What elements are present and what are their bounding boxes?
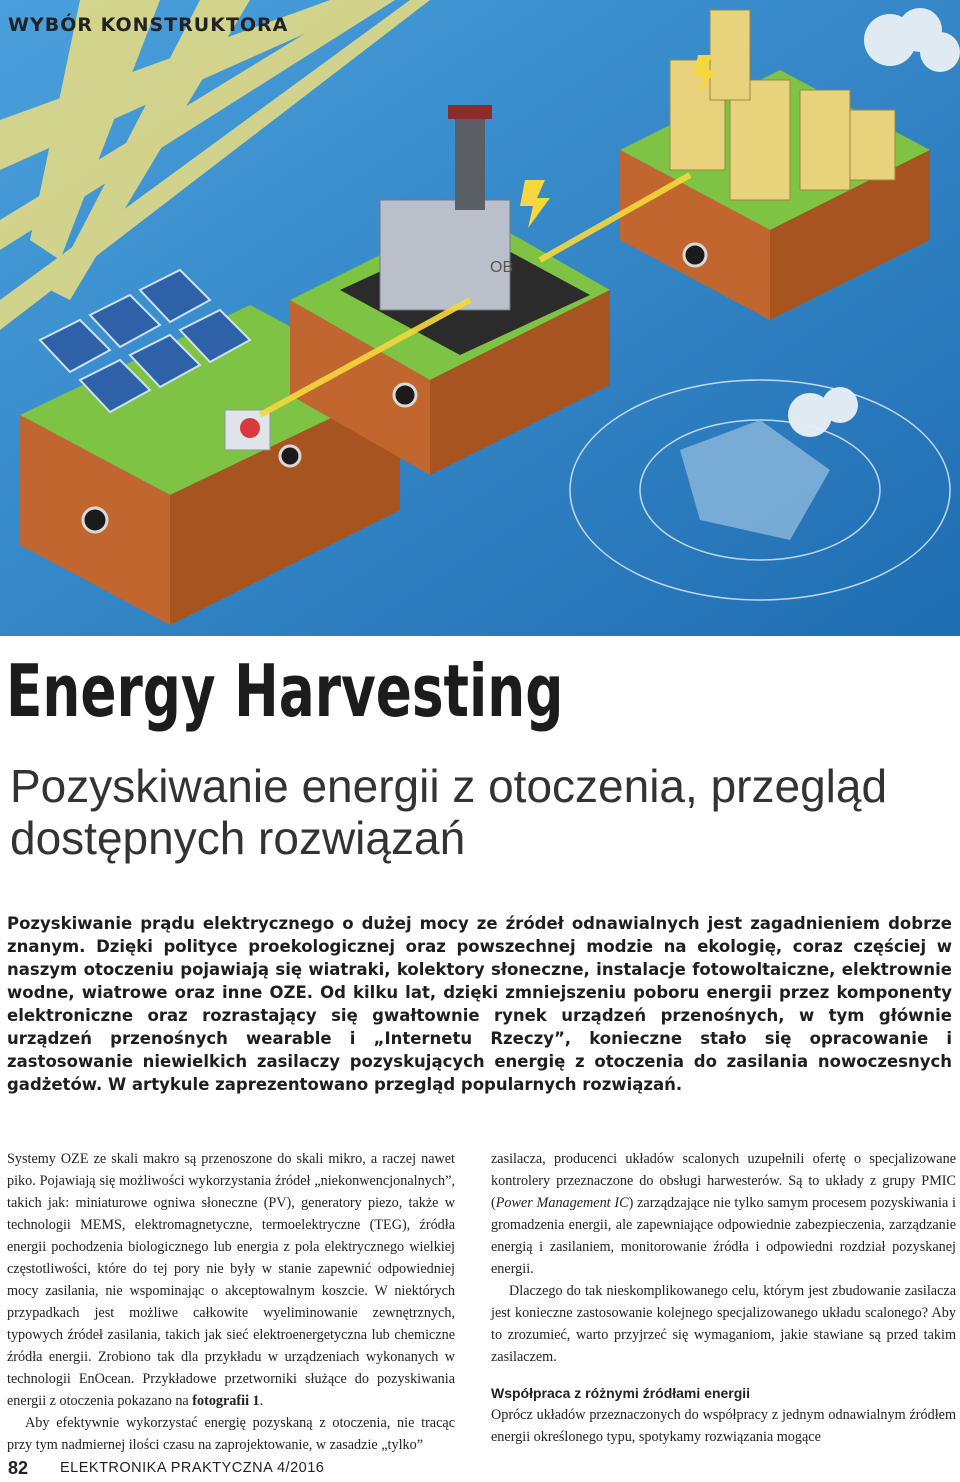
section-label: WYBÓR KONSTRUKTORA [8,14,289,36]
article-lead: Pozyskiwanie prądu elektrycznego o dużej mocy ze źródeł odnawialnych jest zagadnieniem dobrze znanym. Dzięki polityce proekologicznej oraz powszechnej modzie na ekologię, coraz częściej w naszym otoczeniu pojawiają się wiatraki, kolektory słoneczne, instalacje fotowoltaiczne, elektrownie wodne, wiatrowe oraz inne OZE. Od kilku lat, dzięki zmniejszeniu poboru energii przez komponenty elektroniczne oraz rozrastający się gwałtownie rynek urządzeń przenośnych, w tym głównie urządzeń przenośnych wearable i „Internetu Rzeczy”, konieczne stało się opracowanie i zastosowanie niewielkich zasilaczy pozyskujących energię z otoczenia do zasilania nowoczesnych gadżetów. W artykule zaprezentowano przegląd popularnych rozwiązań. [7,914,952,1094]
publication-name: ELEKTRONIKA PRAKTYCZNA 4/2016 [60,1460,325,1476]
station-label: OB [490,259,514,276]
body-paragraph: zasilacza, producenci układów scalonych uzupełnili ofertę o specjalizowane kontrolery przeznaczone do obsługi harwesterów. Są to układy z grupy PMIC (Power Management IC) zarządzające nie tylko samym procesem pozyskiwania i gromadzenia energii, ale zapewniające odpowiednie zabezpieczenia, zarządzanie energią i zasilaniem, monitorowanie źródła i odpowiedni rozdział pozyskanej energii. [491,1151,956,1277]
body-paragraph: Oprócz układów przeznaczonych do współpracy z jednym odnawialnym źródłem energii określonego typu, spotykamy rozwiązania mogące [491,1407,956,1445]
section-heading: Współpraca z różnymi źródłami energii [491,1385,751,1401]
body-paragraph: Aby efektywnie wykorzystać energię pozyskaną z otoczenia, nie tracąc przy tym nadmiernej ilości czasu na zaprojektowanie, w zasadzie „tylko” [7,1415,455,1453]
article-title: Energy Harvesting [6,649,564,733]
body-paragraph: Dlaczego do tak nieskomplikowanego celu, którym jest zbudowanie zasilacza jest konieczne zastosowanie kolejnego specjalizowanego układu scalonego? Aby to zrozumieć, warto przyjrzeć się wymaganiom, jakie stawiane są przed takim zasilaczem. [491,1283,956,1365]
energy-grid-illustration [0,0,960,636]
page-footer [0,1456,960,1482]
figure-reference: fotografii 1 [192,1393,260,1409]
body-column-left [7,1148,455,1456]
page-number: 82 [8,1458,29,1478]
hero-illustration [0,0,960,636]
article-subtitle: Pozyskiwanie energii z otoczenia, przegląd dostępnych rozwiązań [10,760,888,864]
body-column-right [491,1148,956,1448]
body-paragraph: Systemy OZE ze skali makro są przenoszone do skali mikro, a raczej nawet piko. Pojawiają się możliwości wykorzystania źródeł „niekonwencjonalnych”, takich jak: miniaturowe ogniwa słoneczne (PV), generatory piezo, także w technologii MEMS, elektromagnetyczne, termoelektryczne (TEG), źródła energii pochodzenia biologicznego lub energia z pola elektrycznego wielkiej częstotliwości, które do tej pory nie były w stanie zapewnić odpowiedniej mocy zasilania, nie wspominając o akceptowalnym koszcie. W niektórych przypadkach jest możliwe całkowite wyeliminowanie zewnętrznych, typowych źródeł zasilania, takich jak sieć elektroenergetyczna lub chemiczne źródła energii. Zrobiono tak dla przykładu w urządzeniach wykonanych w technologii EnOcean. Przykładowe przetworniki służące do pozyskiwania energii z otoczenia pokazano na fotografii 1. [7,1151,455,1409]
